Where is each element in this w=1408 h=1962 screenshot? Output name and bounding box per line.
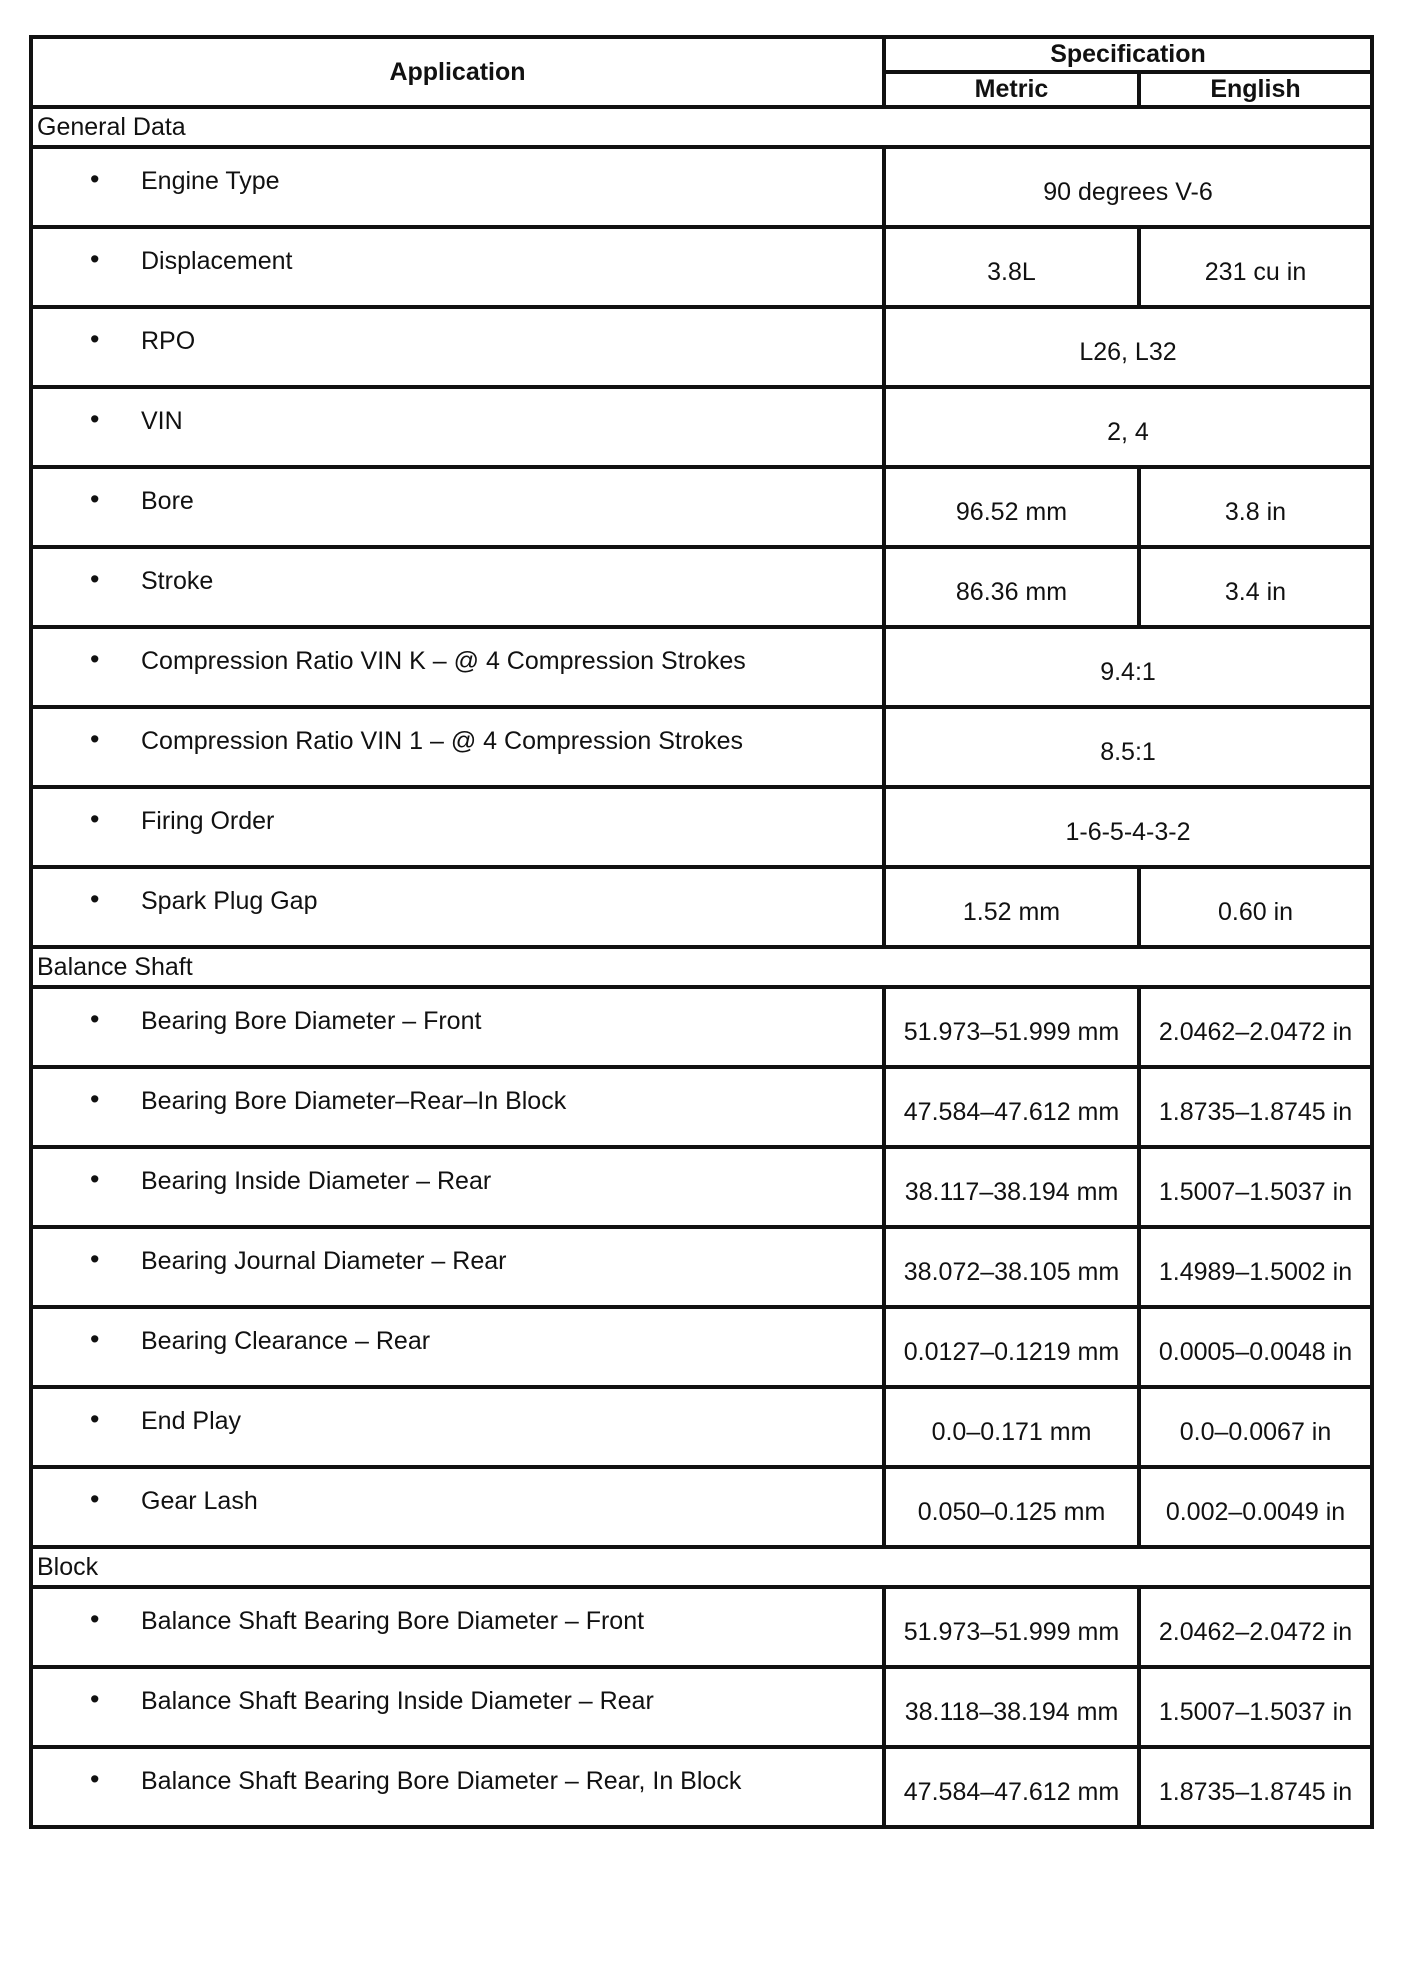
english-value: 2.0462–2.0472 in <box>1139 987 1372 1067</box>
application-label: Bearing Journal Diameter – Rear <box>141 1247 507 1275</box>
application-cell <box>31 1387 884 1467</box>
table-row <box>31 787 1372 867</box>
metric-value: 0.0127–0.1219 mm <box>884 1307 1139 1387</box>
application-label: VIN <box>141 407 183 435</box>
bullet-icon: • <box>90 484 100 514</box>
application-cell <box>31 227 884 307</box>
english-value: 3.4 in <box>1139 547 1372 627</box>
table-row <box>31 387 1372 467</box>
application-header: Application <box>31 37 884 107</box>
bullet-icon: • <box>90 804 100 834</box>
metric-value: 47.584–47.612 mm <box>884 1747 1139 1827</box>
application-cell <box>31 307 884 387</box>
table-row <box>31 627 1372 707</box>
application-label: Engine Type <box>141 167 280 195</box>
application-cell <box>31 987 884 1067</box>
application-label: Gear Lash <box>141 1487 258 1515</box>
table-row <box>31 227 1372 307</box>
specification-value: L26, L32 <box>884 307 1372 387</box>
metric-value: 86.36 mm <box>884 547 1139 627</box>
english-value: 0.60 in <box>1139 867 1372 947</box>
bullet-icon: • <box>90 1084 100 1114</box>
metric-value: 3.8L <box>884 227 1139 307</box>
metric-value: 51.973–51.999 mm <box>884 1587 1139 1667</box>
table-row <box>31 307 1372 387</box>
section-row <box>31 1547 1372 1587</box>
english-value: 1.4989–1.5002 in <box>1139 1227 1372 1307</box>
table-row <box>31 1227 1372 1307</box>
application-cell <box>31 867 884 947</box>
application-label: End Play <box>141 1407 242 1435</box>
application-label: Compression Ratio VIN 1 – @ 4 Compression Strokes <box>141 727 744 755</box>
bullet-icon: • <box>90 644 100 674</box>
table-row <box>31 1307 1372 1387</box>
english-value: 231 cu in <box>1139 227 1372 307</box>
bullet-icon: • <box>90 1164 100 1194</box>
table-body <box>31 107 1372 1827</box>
table-row <box>31 1147 1372 1227</box>
application-label: Bearing Bore Diameter–Rear–In Block <box>141 1087 567 1115</box>
section-row <box>31 107 1372 147</box>
application-cell <box>31 547 884 627</box>
application-cell <box>31 467 884 547</box>
application-label: Balance Shaft Bearing Bore Diameter – Front <box>141 1607 645 1635</box>
table-row <box>31 147 1372 227</box>
bullet-icon: • <box>90 1604 100 1634</box>
metric-value: 0.050–0.125 mm <box>884 1467 1139 1547</box>
bullet-icon: • <box>90 244 100 274</box>
application-cell <box>31 1307 884 1387</box>
application-cell <box>31 147 884 227</box>
specification-value: 2, 4 <box>884 387 1372 467</box>
metric-value: 51.973–51.999 mm <box>884 987 1139 1067</box>
bullet-icon: • <box>90 1004 100 1034</box>
application-cell <box>31 1067 884 1147</box>
english-value: 1.5007–1.5037 in <box>1139 1667 1372 1747</box>
english-value: 0.002–0.0049 in <box>1139 1467 1372 1547</box>
metric-value: 96.52 mm <box>884 467 1139 547</box>
application-cell <box>31 787 884 867</box>
application-label: Compression Ratio VIN K – @ 4 Compression Strokes <box>141 647 746 675</box>
bullet-icon: • <box>90 324 100 354</box>
bullet-icon: • <box>90 1684 100 1714</box>
bullet-icon: • <box>90 724 100 754</box>
application-label: Bearing Clearance – Rear <box>141 1327 431 1355</box>
metric-value: 0.0–0.171 mm <box>884 1387 1139 1467</box>
table-header <box>31 37 1372 107</box>
english-value: 1.8735–1.8745 in <box>1139 1067 1372 1147</box>
bullet-icon: • <box>90 884 100 914</box>
table-row <box>31 1667 1372 1747</box>
specification-value: 1-6-5-4-3-2 <box>884 787 1372 867</box>
english-value: 1.8735–1.8745 in <box>1139 1747 1372 1827</box>
table-row <box>31 867 1372 947</box>
metric-value: 38.117–38.194 mm <box>884 1147 1139 1227</box>
bullet-icon: • <box>90 404 100 434</box>
table-row <box>31 1467 1372 1547</box>
bullet-icon: • <box>90 564 100 594</box>
application-label: Bore <box>141 487 194 515</box>
application-label: RPO <box>141 327 196 355</box>
table-row <box>31 1067 1372 1147</box>
metric-value: 47.584–47.612 mm <box>884 1067 1139 1147</box>
english-value: 3.8 in <box>1139 467 1372 547</box>
table-row <box>31 467 1372 547</box>
metric-value: 38.072–38.105 mm <box>884 1227 1139 1307</box>
application-label: Firing Order <box>141 807 275 835</box>
bullet-icon: • <box>90 164 100 194</box>
application-cell <box>31 1467 884 1547</box>
english-value: 1.5007–1.5037 in <box>1139 1147 1372 1227</box>
english-value: 0.0–0.0067 in <box>1139 1387 1372 1467</box>
application-cell <box>31 1587 884 1667</box>
application-label: Displacement <box>141 247 293 275</box>
specification-value: 9.4:1 <box>884 627 1372 707</box>
application-cell <box>31 707 884 787</box>
specification-value: 90 degrees V-6 <box>884 147 1372 227</box>
english-header: English <box>1139 72 1372 107</box>
section-row <box>31 947 1372 987</box>
application-cell <box>31 1667 884 1747</box>
specification-table <box>29 35 1374 1829</box>
application-label: Bearing Inside Diameter – Rear <box>141 1167 492 1195</box>
application-label: Balance Shaft Bearing Inside Diameter – Rear <box>141 1687 654 1715</box>
metric-header: Metric <box>884 72 1139 107</box>
specification-header: Specification <box>884 37 1372 72</box>
application-label: Stroke <box>141 567 214 595</box>
table-row <box>31 1587 1372 1667</box>
bullet-icon: • <box>90 1404 100 1434</box>
application-label: Balance Shaft Bearing Bore Diameter – Rear, In Block <box>141 1767 742 1795</box>
table-row <box>31 547 1372 627</box>
application-cell <box>31 1227 884 1307</box>
section-title: Balance Shaft <box>31 947 1372 987</box>
bullet-icon: • <box>90 1764 100 1794</box>
bullet-icon: • <box>90 1244 100 1274</box>
metric-value: 38.118–38.194 mm <box>884 1667 1139 1747</box>
table-row <box>31 707 1372 787</box>
application-cell <box>31 627 884 707</box>
english-value: 0.0005–0.0048 in <box>1139 1307 1372 1387</box>
table-row <box>31 1747 1372 1827</box>
application-label: Bearing Bore Diameter – Front <box>141 1007 482 1035</box>
application-cell <box>31 387 884 467</box>
bullet-icon: • <box>90 1484 100 1514</box>
specification-value: 8.5:1 <box>884 707 1372 787</box>
metric-value: 1.52 mm <box>884 867 1139 947</box>
application-label: Spark Plug Gap <box>141 887 318 915</box>
table-row <box>31 1387 1372 1467</box>
english-value: 2.0462–2.0472 in <box>1139 1587 1372 1667</box>
application-cell <box>31 1147 884 1227</box>
section-title: Block <box>31 1547 1372 1587</box>
table-row <box>31 987 1372 1067</box>
application-cell <box>31 1747 884 1827</box>
bullet-icon: • <box>90 1324 100 1354</box>
section-title: General Data <box>31 107 1372 147</box>
